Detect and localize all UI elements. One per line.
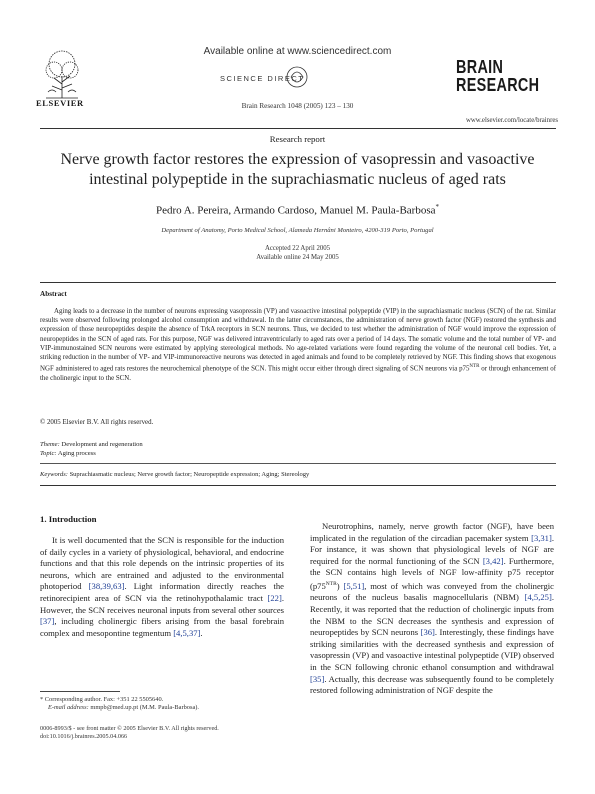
article-title: Nerve growth factor restores the expression of vasopressin and vasoactive intestinal polypeptide in the suprachiasmatic nucleus of aged rats: [60, 151, 535, 188]
citation-link[interactable]: [3,31]: [531, 532, 552, 543]
keywords-divider: [40, 463, 556, 464]
email-line: E-mail address: mmpb@med.up.pt (M.M. Paula-Barbosa).: [48, 704, 200, 712]
journal-logo-line2: RESEARCH: [456, 75, 540, 95]
citation-link[interactable]: [22]: [267, 592, 282, 603]
citation-link[interactable]: [36]: [420, 627, 435, 638]
journal-url-link[interactable]: www.elsevier.com/locate/brainres: [465, 117, 558, 124]
online-date: Available online 24 May 2005: [256, 254, 339, 261]
abstract-top-divider: [40, 282, 556, 283]
doi-link[interactable]: doi:10.1016/j.brainres.2005.04.066: [40, 733, 128, 741]
accepted-date: Accepted 22 April 2005: [264, 245, 331, 252]
citation-link[interactable]: [5,51]: [343, 580, 365, 591]
theme-topic: [40, 440, 143, 458]
copyright-notice: © 2005 Elsevier B.V. All rights reserved.: [40, 419, 154, 426]
topic-line: Topic: Aging process: [40, 450, 96, 457]
right-column-text: Neurotrophins, namely, nerve growth factor (NGF), have been implicated in the regulation of the circadian pacemaker system [3,31]. For instance, it was shown that physiological levels of NGF are required for the normal functioning of the SCN [3,42]. Furthermore, the SCN contains high levels of NGF low-affinity p75 receptor $(p75^{NTR})$ [5,51], most of which was conveyed from the cholinergic neurons of the nucleus basalis magnocellularis (NBM) [4,5,25]. Recently, it was reported that the reduction of cholinergic inputs from the NBM to the SCN decreases the synthesis and expression of neuropeptides by SCN neurons [36]. Interestingly, these findings have striking similarities with the decreased synthesis and expression of vasopressin (VP) and vasoactive intestinal polypeptide (VIP) observed in the SCN following chronic ethanol consumption and withdrawal [35]. Actually, this decrease was subsequently found to be completely restored following administration of NGF despite the: [310, 521, 554, 696]
publisher-name: ELSEVIER: [36, 98, 84, 108]
sciencedirect-logo: [214, 64, 379, 90]
corresponding-author-note: * Corresponding author. Fax: +351 22 5505640.: [40, 696, 164, 703]
section-heading-introduction: 1. Introduction: [40, 514, 97, 524]
journal-logo-line1: BRAIN: [456, 57, 504, 77]
availability-line[interactable]: Available online at www.sciencedirect.com: [203, 46, 392, 57]
abstract-text: Aging leads to a decrease in the number of neurons expressing vasopressin (VP) and vasoactive intestinal polypeptide (VIP) in the suprachiasmatic nucleus (SCN) of the rat. Similar results were observed following prolonged alcohol consumption and withdrawal. In the latter circumstances, the administration of nerve growth factor (NGF) restored the synthesis and expression of those neuropeptides despite the absence of TrkA receptors in SCN neurons. Thus, we decided to test whether the administration of NGF would improve the expression of neuropeptides in the SCN of aged rats. For this purpose, NGF was delivered intraventricularly to aged rats over a period of 14 days. The somatic volume and the total number of VP- and VIP-immunostained SCN neurons were estimated by applying stereological methods. No age-related variations were found regarding the volume of the neuronal cell bodies. Yet, a striking reduction in the number of VP- and VIP-immunoreactive neurons was detected in aged animals and found to be completely retrieved by NGF. This finding shows that exogenous NGF administered to aged rats restores the neurochemical phenotype of the SCN. This might occur either through direct signaling of SCN neurons via $p75^{NTR}$ or through enhancement of the cholinergic input to the SCN.: [40, 308, 556, 382]
affiliation: Department of Anatomy, Porto Medical School, Alameda Hernâni Monteiro, 4200-319 Porto, Portugal: [161, 227, 434, 234]
journal-citation: Brain Research 1048 (2005) 123 – 130: [241, 102, 354, 110]
journal-logo: [456, 58, 539, 94]
authors-text: Pedro A. Pereira, Armando Cardoso, Manuel M. Paula-Barbosa: [155, 204, 436, 217]
citation-link[interactable]: [3,42]: [482, 555, 504, 566]
citation-link[interactable]: [38,39,63]: [88, 581, 125, 592]
article-type: Research report: [269, 134, 326, 144]
corresponding-footnote: [40, 696, 199, 713]
corresponding-author-mark[interactable]: *: [435, 203, 440, 211]
footnote-divider: [40, 691, 120, 692]
abstract-heading: Abstract: [40, 290, 67, 298]
header-divider: [40, 128, 556, 129]
email-link[interactable]: mmpb@med.up.pt (M.M. Paula-Barbosa).: [88, 704, 200, 712]
citation-link[interactable]: [4,5,37]: [173, 627, 201, 638]
sciencedirect-logo-text: SCIENCE DIRECT: [220, 74, 305, 83]
left-column-text: It is well documented that the SCN is responsible for the induction of daily cycles in a variety of physiological, behavioral, and endocrine functions and that this role depends on the intrinsic properties of its neurons, which are entrained and adjusted to the environmental photoperiod [38,39,63]. Light information directly reaches the retinorecipient area of SCN via the retinohypothalamic tract [22]. However, the SCN receives neuronal inputs from several other sources [37], including cholinergic fibers arising from the basal forebrain complex and mesopontine tegmentum [4,5,37].: [40, 535, 284, 638]
abstract-bottom-divider: [40, 485, 556, 486]
keywords-line: Keywords: Suprachiasmatic nucleus; Nerve growth factor; Neuropeptide expression; Aging; Stereology: [40, 471, 310, 478]
author-list: [0, 203, 595, 217]
citation-link[interactable]: [35]: [310, 673, 325, 684]
citation-link[interactable]: [4,5,25]: [524, 592, 552, 603]
theme-line: Theme: Development and regeneration: [40, 441, 143, 448]
issn-line: 0006-8993/$ - see front matter © 2005 Elsevier B.V. All rights reserved.: [40, 725, 219, 732]
article-dates: [0, 244, 595, 262]
issn-doi: [40, 725, 219, 742]
citation-link[interactable]: [37]: [40, 616, 55, 627]
